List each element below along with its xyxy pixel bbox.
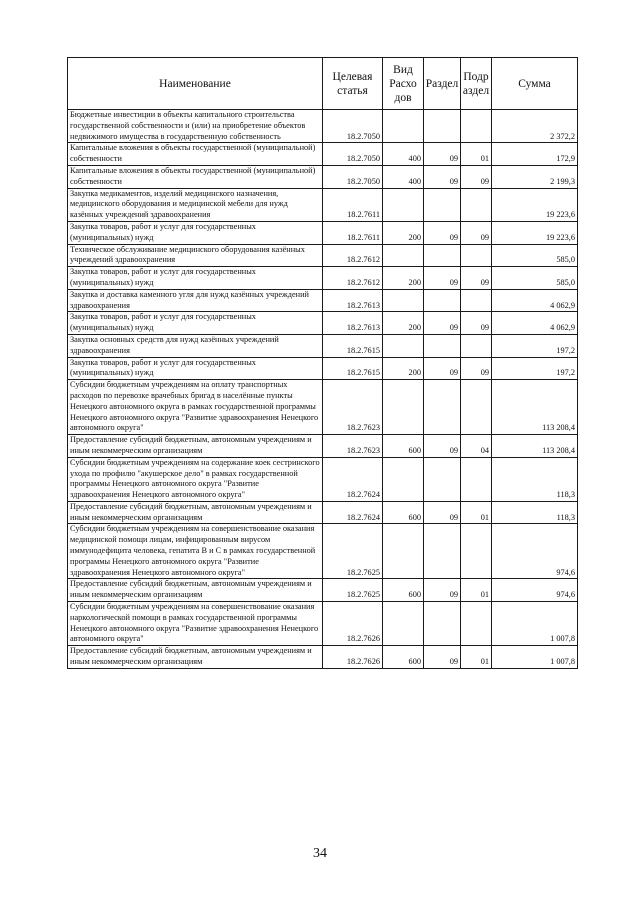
- table-row: [68, 501, 578, 524]
- column-header-sum: Сумма: [492, 58, 578, 110]
- row-section: [424, 524, 461, 579]
- row-section: 09: [424, 357, 461, 380]
- row-expense-type: [383, 244, 424, 267]
- row-target: 18.2.7615: [323, 334, 383, 357]
- row-target: 18.2.7050: [323, 110, 383, 143]
- table-header-row: [68, 58, 578, 110]
- row-target: 18.2.7615: [323, 357, 383, 380]
- column-header-target: Целевая статья: [323, 58, 383, 110]
- row-expense-type: [383, 380, 424, 435]
- row-sum: 2 199,3: [492, 165, 578, 188]
- row-expense-type: 400: [383, 165, 424, 188]
- row-name: Субсидии бюджетным учреждениям на совершенствование оказания наркологической помощи в рамках государственной программы Ненецкого автономного округа "Развитие здравоохранения Ненецкого автономного округа": [68, 602, 323, 646]
- row-expense-type: [383, 289, 424, 312]
- row-subsection: [461, 602, 492, 646]
- column-header-name: Наименование: [68, 58, 323, 110]
- row-target: 18.2.7625: [323, 579, 383, 602]
- row-sum: 172,9: [492, 143, 578, 166]
- row-subsection: [461, 289, 492, 312]
- row-name: Техническое обслуживание медицинского оборудования казённых учреждений здравоохранения: [68, 244, 323, 267]
- table-row: [68, 646, 578, 669]
- table-row: [68, 380, 578, 435]
- row-subsection: 01: [461, 143, 492, 166]
- row-expense-type: [383, 334, 424, 357]
- table-row: [68, 267, 578, 290]
- row-name: Закупка товаров, работ и услуг для государственных (муниципальных) нужд: [68, 357, 323, 380]
- row-expense-type: [383, 524, 424, 579]
- row-section: 09: [424, 312, 461, 335]
- table-row: [68, 435, 578, 458]
- row-target: 18.2.7613: [323, 289, 383, 312]
- row-sum: 1 007,8: [492, 646, 578, 669]
- row-subsection: 01: [461, 501, 492, 524]
- row-sum: 113 208,4: [492, 380, 578, 435]
- row-expense-type: 200: [383, 221, 424, 244]
- row-name: Закупка медикаментов, изделий медицинского назначения, медицинского оборудования и медицинской мебели для нужд казённых учреждений здравоохранения: [68, 188, 323, 221]
- row-expense-type: [383, 188, 424, 221]
- row-subsection: [461, 334, 492, 357]
- row-name: Предоставление субсидий бюджетным, автономным учреждениям и иным некоммерческим организациям: [68, 435, 323, 458]
- row-section: 09: [424, 501, 461, 524]
- row-sum: 113 208,4: [492, 435, 578, 458]
- row-section: 09: [424, 165, 461, 188]
- row-name: Бюджетные инвестиции в объекты капитального строительства государственной собственности и (или) на приобретение объектов недвижимого имущества в государственную собственность: [68, 110, 323, 143]
- row-expense-type: [383, 602, 424, 646]
- row-section: [424, 244, 461, 267]
- row-sum: 118,3: [492, 501, 578, 524]
- row-target: 18.2.7624: [323, 457, 383, 501]
- row-sum: 197,2: [492, 357, 578, 380]
- row-expense-type: 200: [383, 267, 424, 290]
- row-name: Субсидии бюджетным учреждениям на оплату транспортных расходов по перевозке врачебных бригад в населённые пункты Ненецкого автономного округа в рамках государственной программы Ненецкого автономного округа "Развитие здравоохранения Ненецкого автономного округа": [68, 380, 323, 435]
- table-row: [68, 579, 578, 602]
- row-expense-type: 600: [383, 501, 424, 524]
- row-sum: 19 223,6: [492, 188, 578, 221]
- row-subsection: 09: [461, 267, 492, 290]
- row-target: 18.2.7050: [323, 165, 383, 188]
- row-sum: 585,0: [492, 267, 578, 290]
- row-name: Закупка товаров, работ и услуг для государственных (муниципальных) нужд: [68, 312, 323, 335]
- table-row: [68, 143, 578, 166]
- row-subsection: 01: [461, 646, 492, 669]
- row-section: [424, 457, 461, 501]
- row-subsection: [461, 110, 492, 143]
- row-sum: 19 223,6: [492, 221, 578, 244]
- row-target: 18.2.7624: [323, 501, 383, 524]
- row-section: 09: [424, 267, 461, 290]
- row-section: [424, 334, 461, 357]
- row-section: 09: [424, 435, 461, 458]
- row-target: 18.2.7626: [323, 646, 383, 669]
- row-name: Закупка и доставка каменного угля для нужд казённых учреждений здравоохранения: [68, 289, 323, 312]
- row-sum: 4 062,9: [492, 312, 578, 335]
- row-section: [424, 602, 461, 646]
- table-row: [68, 602, 578, 646]
- table-row: [68, 188, 578, 221]
- row-sum: 974,6: [492, 579, 578, 602]
- row-sum: 197,2: [492, 334, 578, 357]
- row-section: 09: [424, 579, 461, 602]
- row-sum: 4 062,9: [492, 289, 578, 312]
- row-target: 18.2.7611: [323, 188, 383, 221]
- row-target: 18.2.7611: [323, 221, 383, 244]
- table-row: [68, 457, 578, 501]
- row-section: [424, 289, 461, 312]
- table-row: [68, 110, 578, 143]
- row-name: Закупка товаров, работ и услуг для государственных (муниципальных) нужд: [68, 221, 323, 244]
- row-target: 18.2.7612: [323, 244, 383, 267]
- row-sum: 2 372,2: [492, 110, 578, 143]
- row-subsection: [461, 524, 492, 579]
- row-subsection: 09: [461, 221, 492, 244]
- row-name: Предоставление субсидий бюджетным, автономным учреждениям и иным некоммерческим организациям: [68, 579, 323, 602]
- row-expense-type: 200: [383, 312, 424, 335]
- row-expense-type: [383, 110, 424, 143]
- table-row: [68, 165, 578, 188]
- row-sum: 118,3: [492, 457, 578, 501]
- row-expense-type: 200: [383, 357, 424, 380]
- row-sum: 1 007,8: [492, 602, 578, 646]
- row-target: 18.2.7626: [323, 602, 383, 646]
- table-row: [68, 312, 578, 335]
- row-name: Закупка основных средств для нужд казённых учреждений здравоохранения: [68, 334, 323, 357]
- column-header-subsection: Подр аздел: [461, 58, 492, 110]
- row-section: 09: [424, 646, 461, 669]
- row-sum: 585,0: [492, 244, 578, 267]
- row-subsection: 09: [461, 312, 492, 335]
- row-name: Закупка товаров, работ и услуг для государственных (муниципальных) нужд: [68, 267, 323, 290]
- row-expense-type: [383, 457, 424, 501]
- table-row: [68, 221, 578, 244]
- row-target: 18.2.7612: [323, 267, 383, 290]
- row-section: [424, 380, 461, 435]
- row-subsection: 01: [461, 579, 492, 602]
- table-row: [68, 289, 578, 312]
- row-target: 18.2.7623: [323, 435, 383, 458]
- row-subsection: 04: [461, 435, 492, 458]
- row-expense-type: 600: [383, 435, 424, 458]
- row-subsection: [461, 188, 492, 221]
- table-row: [68, 357, 578, 380]
- row-target: 18.2.7050: [323, 143, 383, 166]
- page-number: 34: [313, 846, 327, 861]
- row-section: 09: [424, 221, 461, 244]
- row-target: 18.2.7623: [323, 380, 383, 435]
- row-section: [424, 188, 461, 221]
- row-target: 18.2.7625: [323, 524, 383, 579]
- row-expense-type: 400: [383, 143, 424, 166]
- row-expense-type: 600: [383, 579, 424, 602]
- row-sum: 974,6: [492, 524, 578, 579]
- table-row: [68, 334, 578, 357]
- row-section: [424, 110, 461, 143]
- row-target: 18.2.7613: [323, 312, 383, 335]
- row-subsection: [461, 380, 492, 435]
- row-name: Предоставление субсидий бюджетным, автономным учреждениям и иным некоммерческим организациям: [68, 646, 323, 669]
- row-name: Капитальные вложения в объекты государственной (муниципальной) собственности: [68, 165, 323, 188]
- row-expense-type: 600: [383, 646, 424, 669]
- column-header-section: Раздел: [424, 58, 461, 110]
- row-name: Предоставление субсидий бюджетным, автономным учреждениям и иным некоммерческим организациям: [68, 501, 323, 524]
- row-name: Капитальные вложения в объекты государственной (муниципальной) собственности: [68, 143, 323, 166]
- table-row: [68, 524, 578, 579]
- row-subsection: [461, 457, 492, 501]
- row-subsection: 09: [461, 165, 492, 188]
- row-subsection: 09: [461, 357, 492, 380]
- row-name: Субсидии бюджетным учреждениям на совершенствование оказания медицинской помощи лицам, инфицированным вирусом иммунодефицита человека, гепатита В и С в рамках государственной программы Ненецкого автономного округа "Развитие здравоохранения Ненецкого автономного округа": [68, 524, 323, 579]
- table-row: [68, 244, 578, 267]
- row-name: Субсидии бюджетным учреждениям на содержание коек сестринского ухода по профилю "акушерское дело" в рамках государственной программы Ненецкого автономного округа "Развитие здравоохранения Ненецкого автономного округа": [68, 457, 323, 501]
- row-section: 09: [424, 143, 461, 166]
- budget-table: [67, 57, 578, 669]
- row-subsection: [461, 244, 492, 267]
- column-header-expense-type: Вид Расхо дов: [383, 58, 424, 110]
